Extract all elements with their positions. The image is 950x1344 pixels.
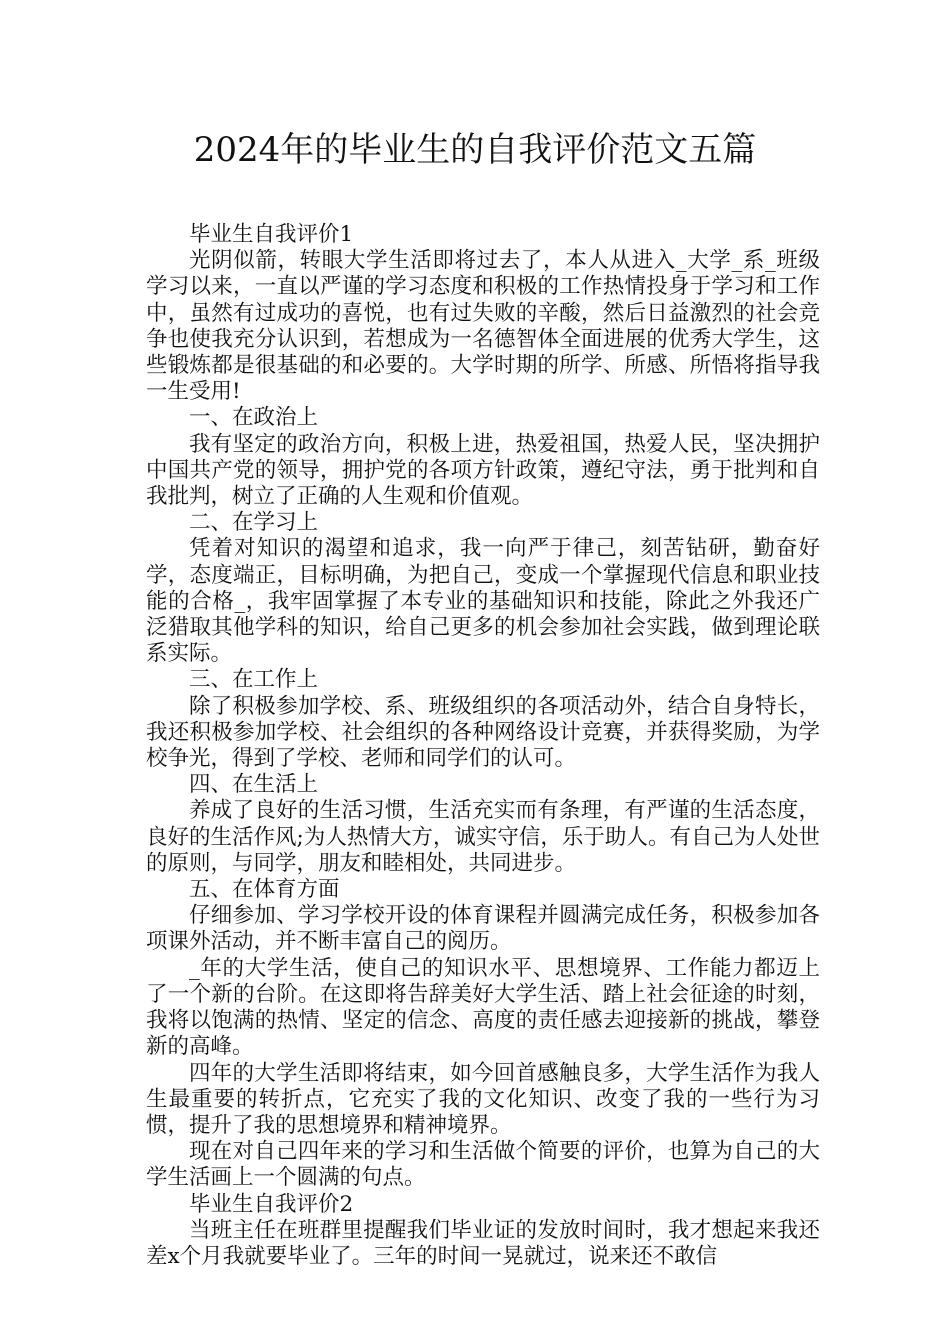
paragraph: 当班主任在班群里提醒我们毕业证的发放时间时，我才想起来我还差x个月我就要毕业了。三年的时间一晃就过，说来还不敢信 (146, 1217, 820, 1269)
section-heading: 三、在工作上 (189, 667, 319, 693)
document-title: 2024年的毕业生的自我评价范文五篇 (193, 130, 757, 170)
paragraph: 仔细参加、学习学校开设的体育课程并圆满完成任务，积极参加各项课外活动，并不断丰富自己的阅历。 (146, 903, 820, 955)
section-heading: 毕业生自我评价2 (189, 1191, 354, 1217)
paragraph: _年的大学生活，使自己的知识水平、思想境界、工作能力都迈上了一个新的台阶。在这即将告辞美好大学生活、踏上社会征途的时刻，我将以饱满的热情、坚定的信念、高度的责任感去迎接新的挑战，攀登新的高峰。 (146, 955, 820, 1060)
section-heading: 毕业生自我评价1 (189, 222, 354, 247)
paragraph: 四年的大学生活即将结束，如今回首感触良多，大学生活作为我人生最重要的转折点，它充实了我的文化知识、改变了我的一些行为习惯，提升了我的思想境界和精神境界。 (146, 1060, 820, 1138)
section-heading: 五、在体育方面 (189, 877, 340, 903)
paragraph: 现在对自己四年来的学习和生活做个简要的评价，也算为自己的大学生活画上一个圆满的句点。 (146, 1139, 820, 1191)
paragraph: 养成了良好的生活习惯，生活充实而有条理，有严谨的生活态度，良好的生活作风;为人热情大方，诚实守信，乐于助人。有自己为人处世的原则，与同学，朋友和睦相处，共同进步。 (146, 798, 820, 876)
section-heading: 一、在政治上 (189, 405, 319, 431)
paragraph: 除了积极参加学校、系、班级组织的各项活动外，结合自身特长，我还积极参加学校、社会组织的各种网络设计竞赛，并获得奖励，为学校争光，得到了学校、老师和同学们的认可。 (146, 693, 820, 772)
paragraph: 凭着对知识的渴望和追求，我一向严于律己，刻苦钻研，勤奋好学，态度端正，目标明确，为把自己，变成一个掌握现代信息和职业技能的合格_，我牢固掌握了本专业的基础知识和技能，除此之外我还广泛猎取其他学科的知识，给自己更多的机会参加社会实践，做到理论联系实际。 (146, 536, 820, 667)
paragraph: 我有坚定的政治方向，积极上进，热爱祖国，热爱人民，坚决拥护中国共产党的领导，拥护党的各项方针政策，遵纪守法，勇于批判和自我批判，树立了正确的人生观和价值观。 (146, 431, 820, 510)
document-body (146, 222, 820, 1270)
paragraph: 光阴似箭，转眼大学生活即将过去了，本人从进入_大学_系_班级学习以来，一直以严谨的学习态度和积极的工作热情投身于学习和工作中，虽然有过成功的喜悦，也有过失败的辛酸，然后日益激烈的社会竞争也使我充分认识到，若想成为一名德智体全面进展的优秀大学生，这些锻炼都是很基础的和必要的。大学时期的所学、所感、所悟将指导我一生受用! (146, 248, 820, 405)
section-heading: 四、在生活上 (189, 772, 319, 798)
section-heading: 二、在学习上 (189, 510, 319, 536)
